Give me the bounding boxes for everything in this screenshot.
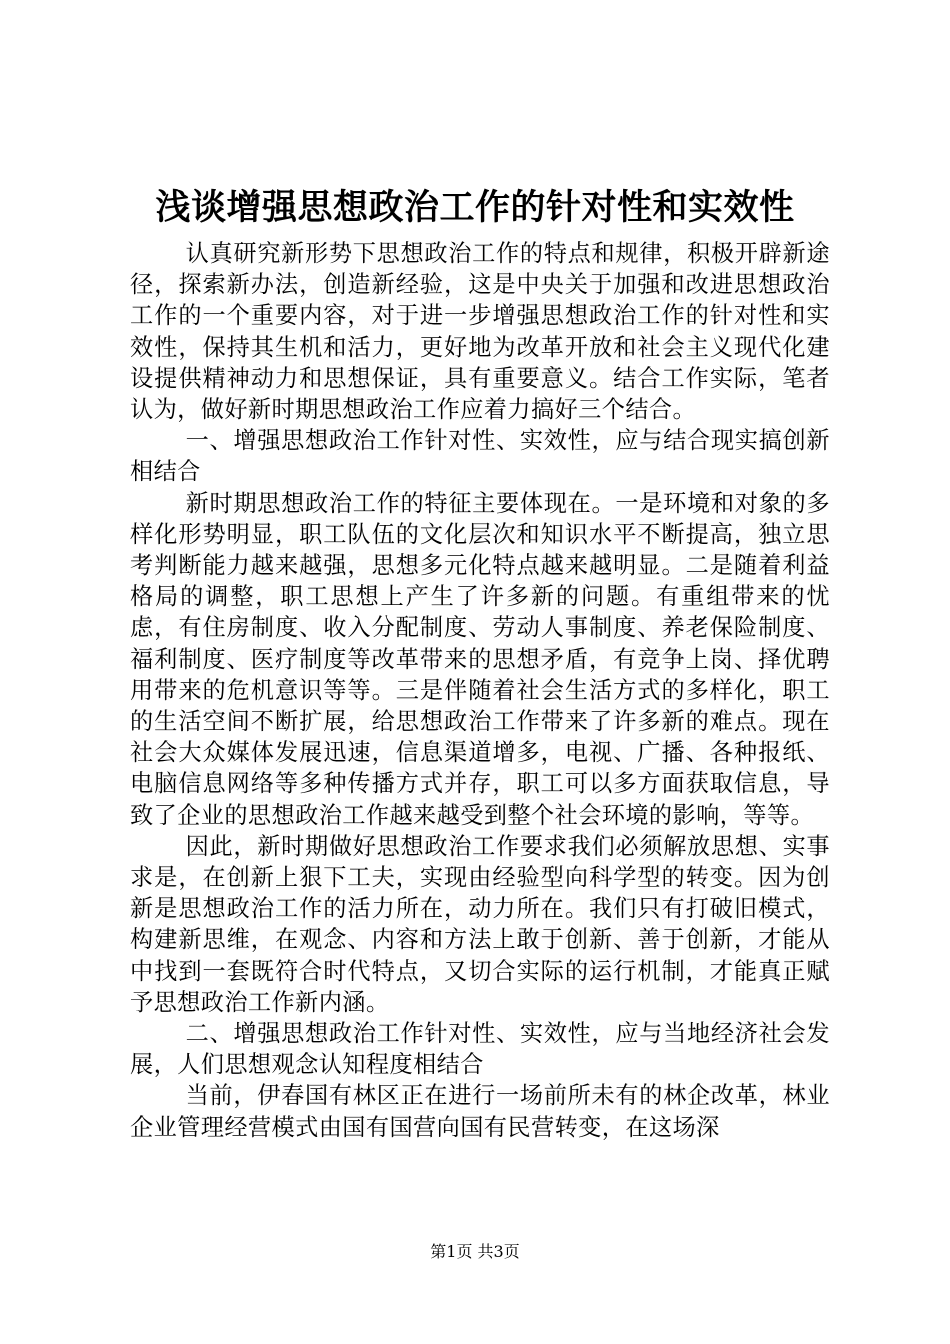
page-footer: 第1页 共3页 <box>430 1242 520 1261</box>
section-heading-1: 一、增强思想政治工作针对性、实效性，应与结合现实搞创新相结合 <box>130 427 830 486</box>
document-title: 浅谈增强思想政治工作的针对性和实效性 <box>155 187 795 228</box>
paragraph-characteristics: 新时期思想政治工作的特征主要体现在。一是环境和对象的多样化形势明显，职工队伍的文化层次和知识水平不断提高，独立思考判断能力越来越强，思想多元化特点越来越明显。二是随着利益格局的调整，职工思想上产生了许多新的问题。有重组带来的忧虑，有住房制度、收入分配制度、劳动人事制度、养老保险制度、福利制度、医疗制度等改革带来的思想矛盾，有竞争上岗、择优聘用带来的危机意识等等。三是伴随着社会生活方式的多样化，职工的生活空间不断扩展，给思想政治工作带来了许多新的难点。现在社会大众媒体发展迅速，信息渠道增多，电视、广播、各种报纸、电脑信息网络等多种传播方式并存，职工可以多方面获取信息，导致了企业的思想政治工作越来越受到整个社会环境的影响，等等。 <box>130 489 830 829</box>
paragraph-current: 当前，伊春国有林区正在进行一场前所未有的林企改革，林业企业管理经营模式由国有国营向国有民营转变，在这场深 <box>130 1082 830 1141</box>
section-heading-2: 二、增强思想政治工作针对性、实效性，应与当地经济社会发展，人们思想观念认知程度相结合 <box>130 1020 830 1079</box>
paragraph-innovation: 因此，新时期做好思想政治工作要求我们必须解放思想、实事求是，在创新上狠下工夫，实现由经验型向科学型的转变。因为创新是思想政治工作的活力所在，动力所在。我们只有打破旧模式，构建新思维，在观念、内容和方法上敢于创新、善于创新，才能从中找到一套既符合时代特点，又切合实际的运行机制，才能真正赋予思想政治工作新内涵。 <box>130 832 830 1016</box>
paragraph-intro: 认真研究新形势下思想政治工作的特点和规律，积极开辟新途径，探索新办法，创造新经验，这是中央关于加强和改进思想政治工作的一个重要内容，对于进一步增强思想政治工作的针对性和实效性，保持其生机和活力，更好地为改革开放和社会主义现代化建设提供精神动力和思想保证，具有重要意义。结合工作实际，笔者认为，做好新时期思想政治工作应着力搞好三个结合。 <box>130 240 830 424</box>
document-body <box>130 238 830 1143</box>
